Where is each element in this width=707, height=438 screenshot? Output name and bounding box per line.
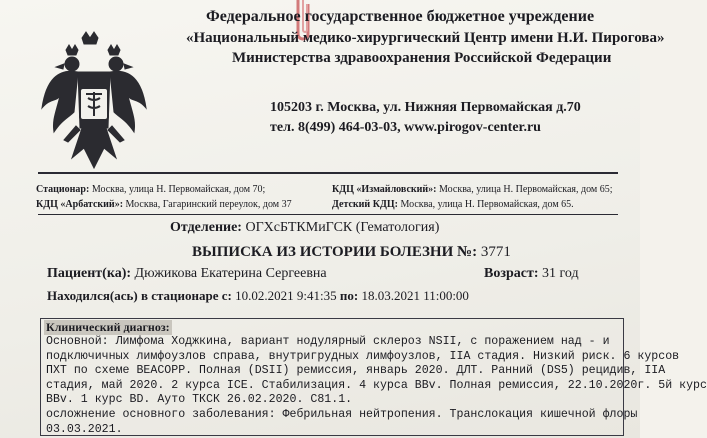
contact-line: тел. 8(499) 464-03-03, www.pirogov-center.ru [270,120,541,135]
diagnosis-line: BBv. 1 курс BD. Ауто ТКСК 26.02.2020. C81.1. [46,393,353,407]
postal-address: 105203 г. Москва, ул. Нижняя Первомайская д.70 [270,100,581,115]
diagnosis-line: Основной: Лимфома Ходжкина, вариант нодулярный склероз NSII, с поражением над - и [46,335,610,348]
branch-hospital-address: Москва, улица Н. Первомайская, дом 70; [91,184,266,195]
eagle-emblem-icon [38,28,150,176]
branch-izmailovsky-name: КДЦ «Измайловский»: [332,184,437,195]
branch-hospital [36,184,265,195]
ministry-name: Министерства здравоохранения Российской Федерации [232,50,612,66]
diagnosis-line: 03.03.2021. [46,422,123,436]
branch-izmailovsky [332,184,613,195]
branch-hospital-name: Стационар: [36,184,90,195]
branch-children [332,199,574,210]
age-value: 31 год [542,266,579,281]
branch-arbatsky-name: КДЦ «Арбатский»: [36,199,124,210]
header-divider [38,172,618,174]
department [170,220,439,236]
branches-divider [38,214,618,215]
patient-name: Дюжикова Екатерина Сергеевна [134,266,327,281]
diagnosis-line: стадия, май 2020. 2 курса ICE. Стабилизация. 4 курса BBv. Полная ремиссия, 22.10.2020г. 5й курс [46,378,707,392]
branch-children-address: Москва, улица Н. Первомайская, дом 65. [400,199,574,210]
branch-children-name: Детский КДЦ: [332,199,398,210]
diagnosis-line: ПХТ по схеме BEACOPP. Полная (DSII) ремиссия, январь 2020. ДЛТ. Ранний (DS5) рецидив, IIA [46,364,666,378]
institution-type: Федеральное государственное бюджетное учреждение [206,8,595,25]
stay-from: 10.02.2021 9:41:35 [235,288,337,303]
document-number: 3771 [480,244,511,260]
document-title [192,244,511,261]
diagnosis-text [46,335,707,437]
diagnosis-line: подключичных лимфоузлов справа, внутригрудных лимфоузлов, IIA стадия. Низкий риск. 6 курсов [46,349,680,363]
institution-name: «Национальный медико-хирургический Центр имени Н.И. Пирогова» [186,30,665,46]
age-label: Возраст: [484,266,539,281]
stay-period [47,288,469,304]
stay-label: Находился(ась) в стационаре с: [47,288,232,303]
document-title-text: ВЫПИСКА ИЗ ИСТОРИИ БОЛЕЗНИ №: [192,244,478,260]
branch-arbatsky-address: Москва, Гагаринский переулок, дом 37 [125,199,292,210]
patient-label: Пациент(ка): [47,266,132,281]
department-value: ОГХсБТКМиГСК (Гематология) [245,220,440,235]
diagnosis-heading: Клинический диагноз: [46,320,170,334]
branch-izmailovsky-address: Москва, улица Н. Первомайская, дом 65; [439,184,613,195]
stay-to: 18.03.2021 11:00:00 [361,288,469,303]
stay-to-label: по: [339,288,359,303]
diagnosis-line: осложнение основного заболевания: Фебрильная нейтропения. Транслокация кишечной флоры [46,407,638,421]
patient-row [47,266,327,282]
department-label: Отделение: [170,220,242,235]
branch-arbatsky [36,199,292,210]
patient-age [484,266,579,282]
